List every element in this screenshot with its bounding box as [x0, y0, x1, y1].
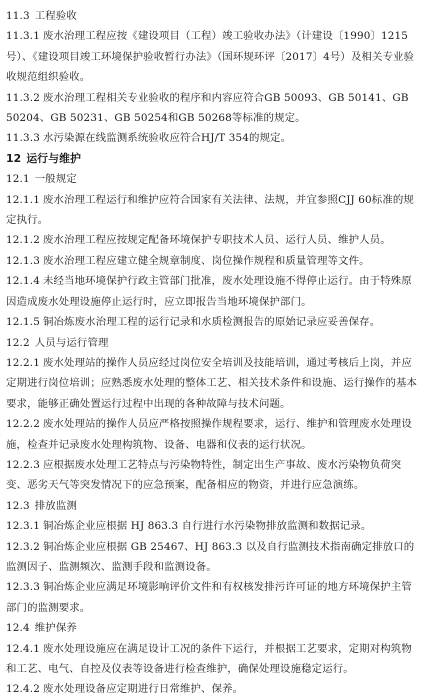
clause-12-1-4: 12.1.4 未经当地环境保护行政主管部门批准，废水处理设施不得停止运行。由于特殊原因造成废水处理设施停止运行时，应立即报告当地环境保护部门。 — [6, 275, 412, 308]
clause-11-3-1: 11.3.1 废水治理工程应按《建设项目（工程）竣工验收办法》（计建设〔1990〕1215号）、《建设项目竣工环境保护验收暂行办法》（国环规环评〔2017〕4号）及相关专业验收规范组织验收。 — [6, 30, 415, 84]
section-heading-12-1: 12.1 一般规定 — [6, 173, 77, 186]
clause-12-3-1: 12.3.1 铜冶炼企业应根据 HJ 863.3 自行进行水污染物排放监测和数据记录。 — [6, 520, 372, 533]
chapter-heading-12: 12 运行与维护 — [6, 151, 82, 165]
clause-12-2-2: 12.2.2 废水处理站的操作人员应严格按照操作规程要求，运行、维护和管理废水处理设施，检查并记录废水处理构筑物、设备、电器和仪表的运行状况。 — [6, 418, 412, 451]
section-heading-11-3: 11.3 工程验收 — [6, 10, 77, 22]
clause-12-1-3: 12.1.3 废水治理工程应建立健全规章制度、岗位操作规程和质量管理等文件。 — [6, 254, 370, 267]
clause-12-4-1: 12.4.1 废水处理设施应在满足设计工况的条件下运行，并根据工艺要求，定期对构筑物和工艺、电气、自控及仪表等设备进行检查维护，确保处理设施稳定运行。 — [6, 642, 412, 675]
clause-11-3-2: 11.3.2 废水治理工程相关专业验收的程序和内容应符合GB 50093、GB 50141、GB 50204、GB 50231、GB 50254和GB 50268等标准的规定。 — [6, 91, 409, 125]
clause-12-1-2: 12.1.2 废水治理工程应按规定配备环境保护专职技术人员、运行人员、维护人员。 — [6, 234, 391, 247]
clause-12-3-3: 12.3.3 铜冶炼企业应满足环境影响评价文件和有权核发排污许可证的地方环境保护主管部门的监测要求。 — [6, 581, 412, 614]
section-heading-12-2: 12.2 人员与运行管理 — [6, 336, 109, 349]
clause-12-1-5: 12.1.5 铜冶炼废水治理工程的运行记录和水质检测报告的原始记录应妥善保存。 — [6, 316, 381, 329]
clause-12-2-3: 12.2.3 应根据废水处理工艺特点与污染物特性，制定出生产事故、废水污染物负荷突变、恶劣天气等突发情况下的应急预案，配备相应的物资，并进行应急演练。 — [6, 458, 402, 492]
section-heading-12-4: 12.4 维护保养 — [6, 622, 77, 635]
section-heading-12-3: 12.3 排放监测 — [6, 499, 77, 512]
clause-12-4-2: 12.4.2 废水处理设备应定期进行日常维护、保养。 — [6, 683, 244, 696]
clause-12-3-2: 12.3.2 铜冶炼企业应根据 GB 25467、HJ 863.3 以及自行监测技术指南确定排放口的监测因子、监测频次、监测手段和监测设备。 — [6, 540, 415, 573]
clause-11-3-3: 11.3.3 水污染源在线监测系统验收应符合HJ/T 354的规定。 — [6, 132, 292, 145]
clause-12-2-1: 12.2.1 废水处理站的操作人员应经过岗位安全培训及技能培训，通过考核后上岗，并应定期进行岗位培训；应熟悉废水处理的整体工艺、相关技术条件和设施、运行操作的基本要求，能够正确处置运行过程中出现的各种故障与技术问题。 — [6, 356, 418, 410]
clause-12-1-1: 12.1.1 废水治理工程运行和维护应符合国家有关法律、法规，并宜参照CJJ 60标准的规定执行。 — [6, 193, 414, 227]
